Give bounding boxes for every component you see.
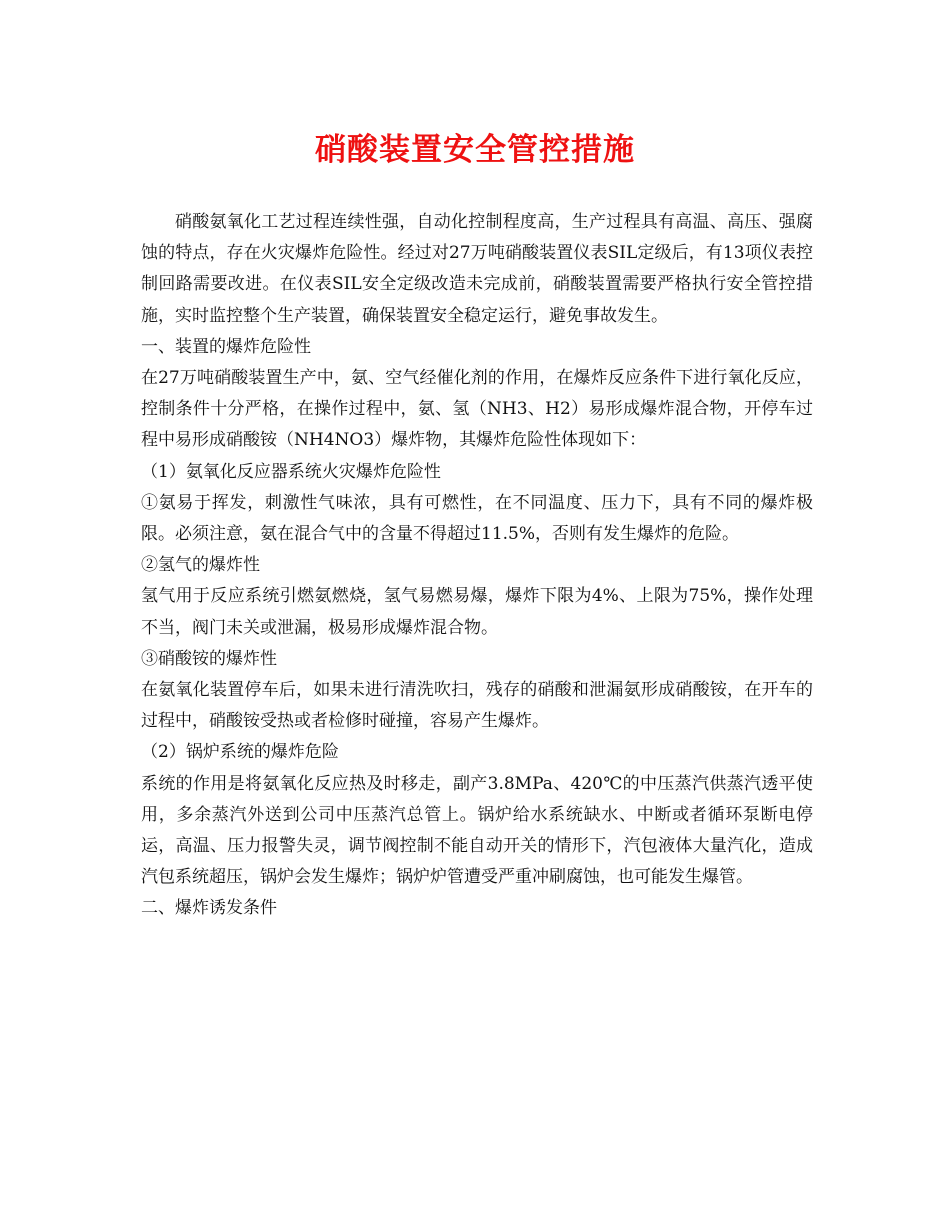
boiler-paragraph: 系统的作用是将氨氧化反应热及时移走，副产3.8MPa、420℃的中压蒸汽供蒸汽透平使用，多余蒸汽外送到公司中压蒸汽总管上。锅炉给水系统缺水、中断或者循环泵断电停运，高温、压力报警失灵，调节阀控制不能自动开关的情形下，汽包液体大量汽化，造成汽包系统超压，锅炉会发生爆炸；锅炉炉管遭受严重冲刷腐蚀，也可能发生爆管。 bbox=[141, 773, 813, 888]
ammonia-paragraph: ①氨易于挥发，刺激性气味浓，具有可燃性，在不同温度、压力下，具有不同的爆炸极限。必须注意，氨在混合气中的含量不得超过11.5%，否则有发生爆炸的危险。 bbox=[141, 492, 813, 545]
hydrogen-paragraph: 氢气用于反应系统引燃氨燃烧，氢气易燃易爆，爆炸下限为4%、上限为75%，操作处理不当，阀门未关或泄漏，极易形成爆炸混合物。 bbox=[141, 586, 813, 638]
section-heading-1: 一、装置的爆炸危险性 bbox=[141, 336, 311, 357]
intro-paragraph: 硝酸氨氧化工艺过程连续性强，自动化控制程度高，生产过程具有高温、高压、强腐蚀的特点，存在火灾爆炸危险性。经过对27万吨硝酸装置仪表SIL定级后，有13项仪表控制回路需要改进。在仪表SIL安全定级改造未完成前，硝酸装置需要严格执行安全管控措施，实时监控整个生产装置，确保装置安全稳定运行，避免事故发生。 bbox=[141, 212, 813, 326]
document-title: 硝酸装置安全管控措施 bbox=[315, 132, 635, 168]
section-1-paragraph: 在27万吨硝酸装置生产中，氨、空气经催化剂的作用，在爆炸反应条件下进行氧化反应，控制条件十分严格，在操作过程中，氨、氢（NH3、H2）易形成爆炸混合物，开停车过程中易形成硝酸铵（NH4NO3）爆炸物，其爆炸危险性体现如下： bbox=[141, 368, 813, 451]
subsection-heading-1: （1）氨氧化反应器系统火灾爆炸危险性 bbox=[141, 461, 441, 482]
ammonium-nitrate-heading: ③硝酸铵的爆炸性 bbox=[141, 648, 277, 669]
hydrogen-heading: ②氢气的爆炸性 bbox=[141, 555, 260, 576]
subsection-heading-2: （2）锅炉系统的爆炸危险 bbox=[141, 742, 339, 763]
document-body bbox=[141, 207, 813, 925]
section-heading-2: 二、爆炸诱发条件 bbox=[141, 898, 277, 919]
ammonium-nitrate-paragraph: 在氨氧化装置停车后，如果未进行清洗吹扫，残存的硝酸和泄漏氨形成硝酸铵，在开车的过程中，硝酸铵受热或者检修时碰撞，容易产生爆炸。 bbox=[141, 680, 813, 732]
